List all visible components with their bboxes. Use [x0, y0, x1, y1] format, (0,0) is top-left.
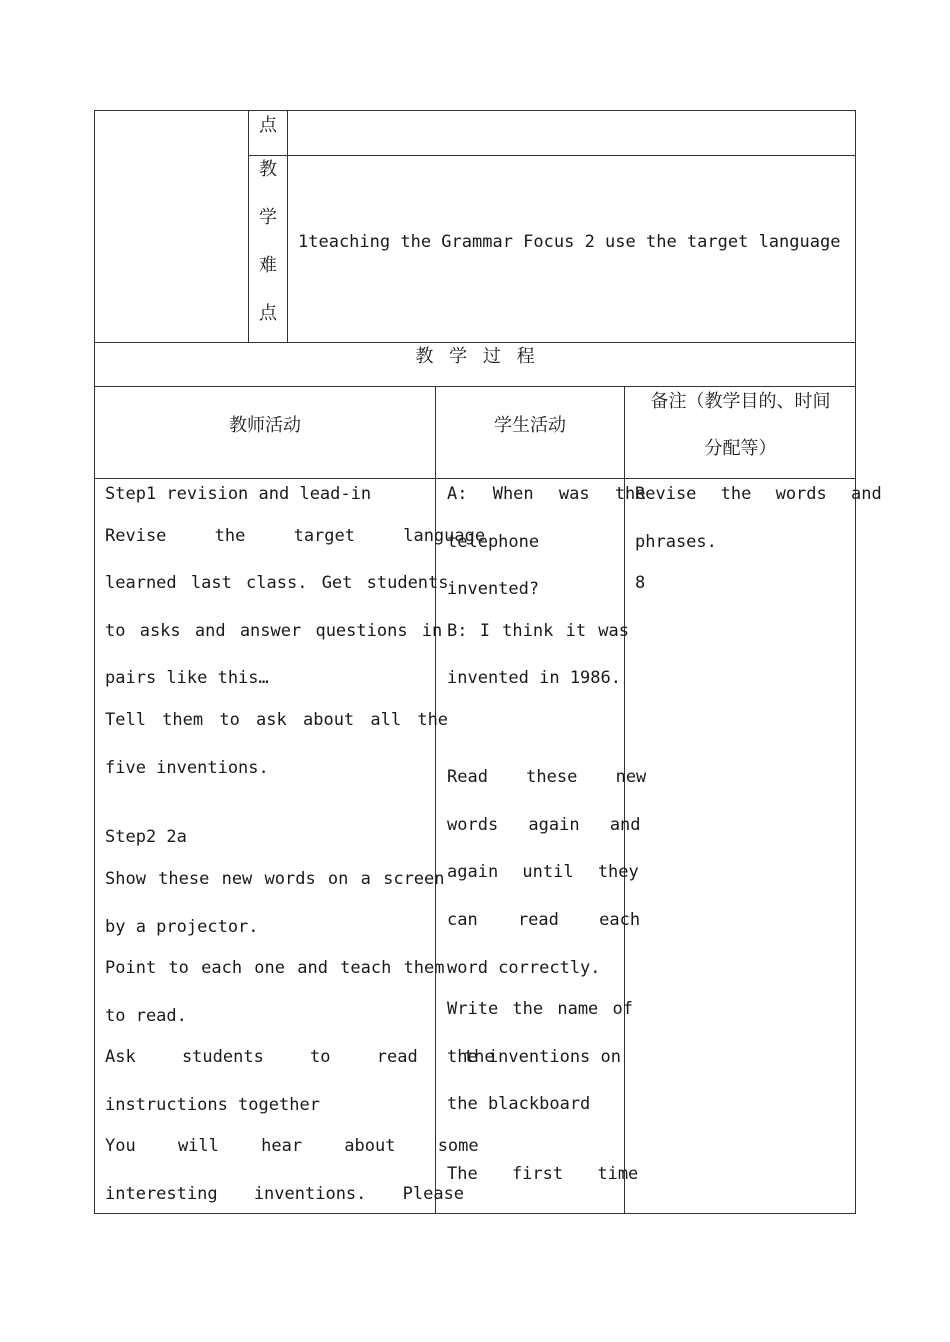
teacher-header: 教师活动: [229, 415, 301, 436]
student-line: words again and: [447, 815, 641, 835]
student-line: Write the name of: [447, 999, 633, 1019]
teacher-line: learned last class. Get students: [105, 573, 449, 593]
student-line: again until they: [447, 862, 639, 882]
student-line: A: When was the: [447, 484, 646, 504]
notes-line: phrases.: [635, 532, 717, 552]
student-line: Read these new: [447, 767, 647, 787]
student-line: telephone: [447, 532, 540, 552]
row2-label-char: 教: [259, 159, 277, 180]
teacher-line: interesting inventions. Please: [105, 1184, 465, 1204]
student-line: The first time: [447, 1164, 639, 1184]
top-table: [94, 110, 856, 343]
teacher-line: Step1 revision and lead-in: [105, 484, 372, 504]
teacher-line: Show these new words on a screen: [105, 869, 445, 889]
process-table: [94, 386, 856, 1214]
teacher-line: Revise the target language: [105, 526, 486, 546]
student-line: word correctly.: [447, 958, 601, 978]
student-line: the blackboard: [447, 1094, 591, 1114]
teacher-line: Tell them to ask about all the: [105, 710, 449, 730]
col-divider-2: [624, 386, 625, 1214]
notes-line: Revise the words and: [635, 484, 882, 504]
teacher-line: to read.: [105, 1006, 187, 1026]
content-column-divider: [287, 110, 288, 343]
teacher-line: You will hear about some: [105, 1136, 479, 1156]
teacher-line: Point to each one and teach them: [105, 958, 445, 978]
student-header: 学生活动: [494, 415, 566, 436]
header-divider: [94, 478, 856, 479]
teacher-line: five inventions.: [105, 758, 269, 778]
student-line: can read each: [447, 910, 641, 930]
student-line: the inventions on: [447, 1047, 621, 1067]
notes-header-line2: 分配等）: [704, 438, 777, 459]
row2-label: [249, 146, 287, 338]
student-line: invented?: [447, 579, 540, 599]
row-divider: [248, 155, 856, 156]
teacher-line: Ask students to read the: [105, 1047, 495, 1067]
row1-label: 点: [259, 115, 277, 136]
student-line: invented in 1986.: [447, 668, 621, 688]
row2-label-char: 难: [259, 255, 277, 276]
teacher-line: by a projector.: [105, 917, 259, 937]
row2-label-char: 点: [259, 303, 277, 324]
student-line: B: I think it was: [447, 621, 629, 641]
teacher-line: pairs like this…: [105, 668, 269, 688]
notes-line: 8: [635, 573, 646, 593]
section-title: 教 学 过 程: [415, 346, 535, 367]
col-divider-1: [435, 386, 436, 1214]
teacher-line: Step2 2a: [105, 827, 187, 847]
teacher-line: instructions together: [105, 1095, 320, 1115]
difficulty-content: 1teaching the Grammar Focus 2 use the target language: [298, 232, 841, 252]
row2-label-char: 学: [259, 207, 277, 228]
teacher-line: to asks and answer questions in: [105, 621, 443, 641]
notes-header-line1: 备注（教学目的、时间: [650, 391, 831, 412]
